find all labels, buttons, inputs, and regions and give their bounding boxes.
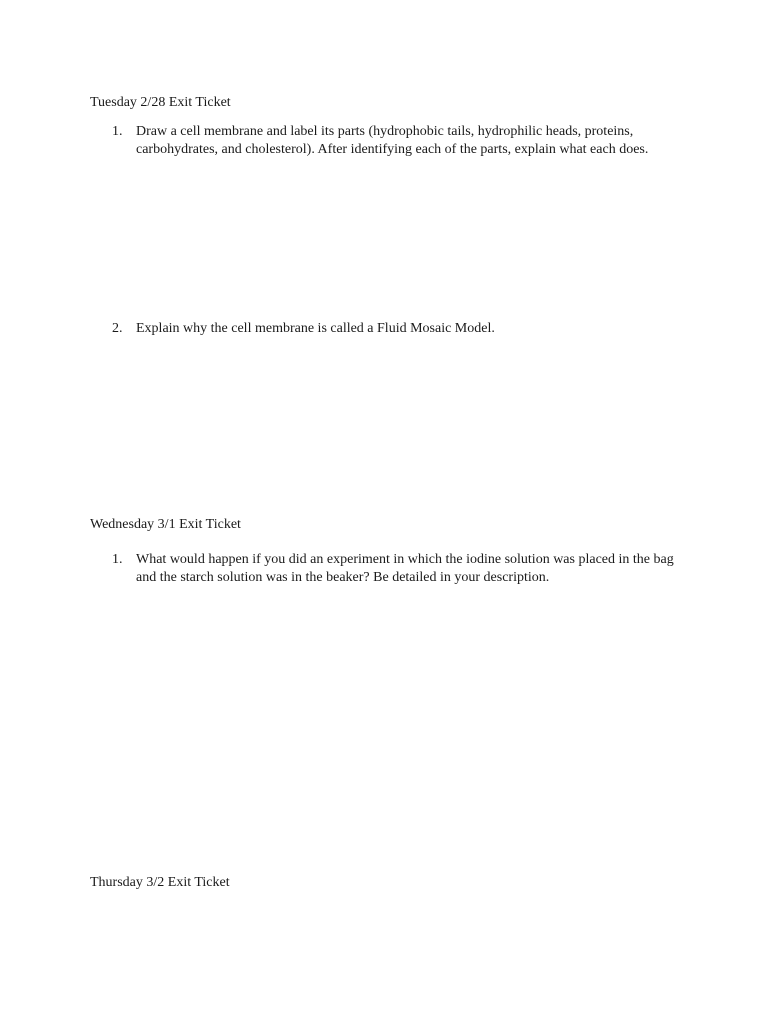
question-number: 1. [112,552,123,567]
question-item [90,123,680,159]
section-heading-tuesday: Tuesday 2/28 Exit Ticket [90,95,231,110]
section-heading-wednesday: Wednesday 3/1 Exit Ticket [90,517,241,532]
question-number: 2. [112,321,123,336]
section-heading-thursday: Thursday 3/2 Exit Ticket [90,875,230,890]
question-text: Explain why the cell membrane is called a Fluid Mosaic Model. [136,321,495,336]
question-number: 1. [112,124,123,139]
question-item [90,551,680,587]
question-text: What would happen if you did an experiment in which the iodine solution was placed in the bag and the starch solution was in the beaker? Be detailed in your description. [136,552,674,585]
question-item [90,320,680,338]
question-text: Draw a cell membrane and label its parts (hydrophobic tails, hydrophilic heads, proteins, carbohydrates, and cholesterol). After identifying each of the parts, explain what each does. [136,124,649,157]
